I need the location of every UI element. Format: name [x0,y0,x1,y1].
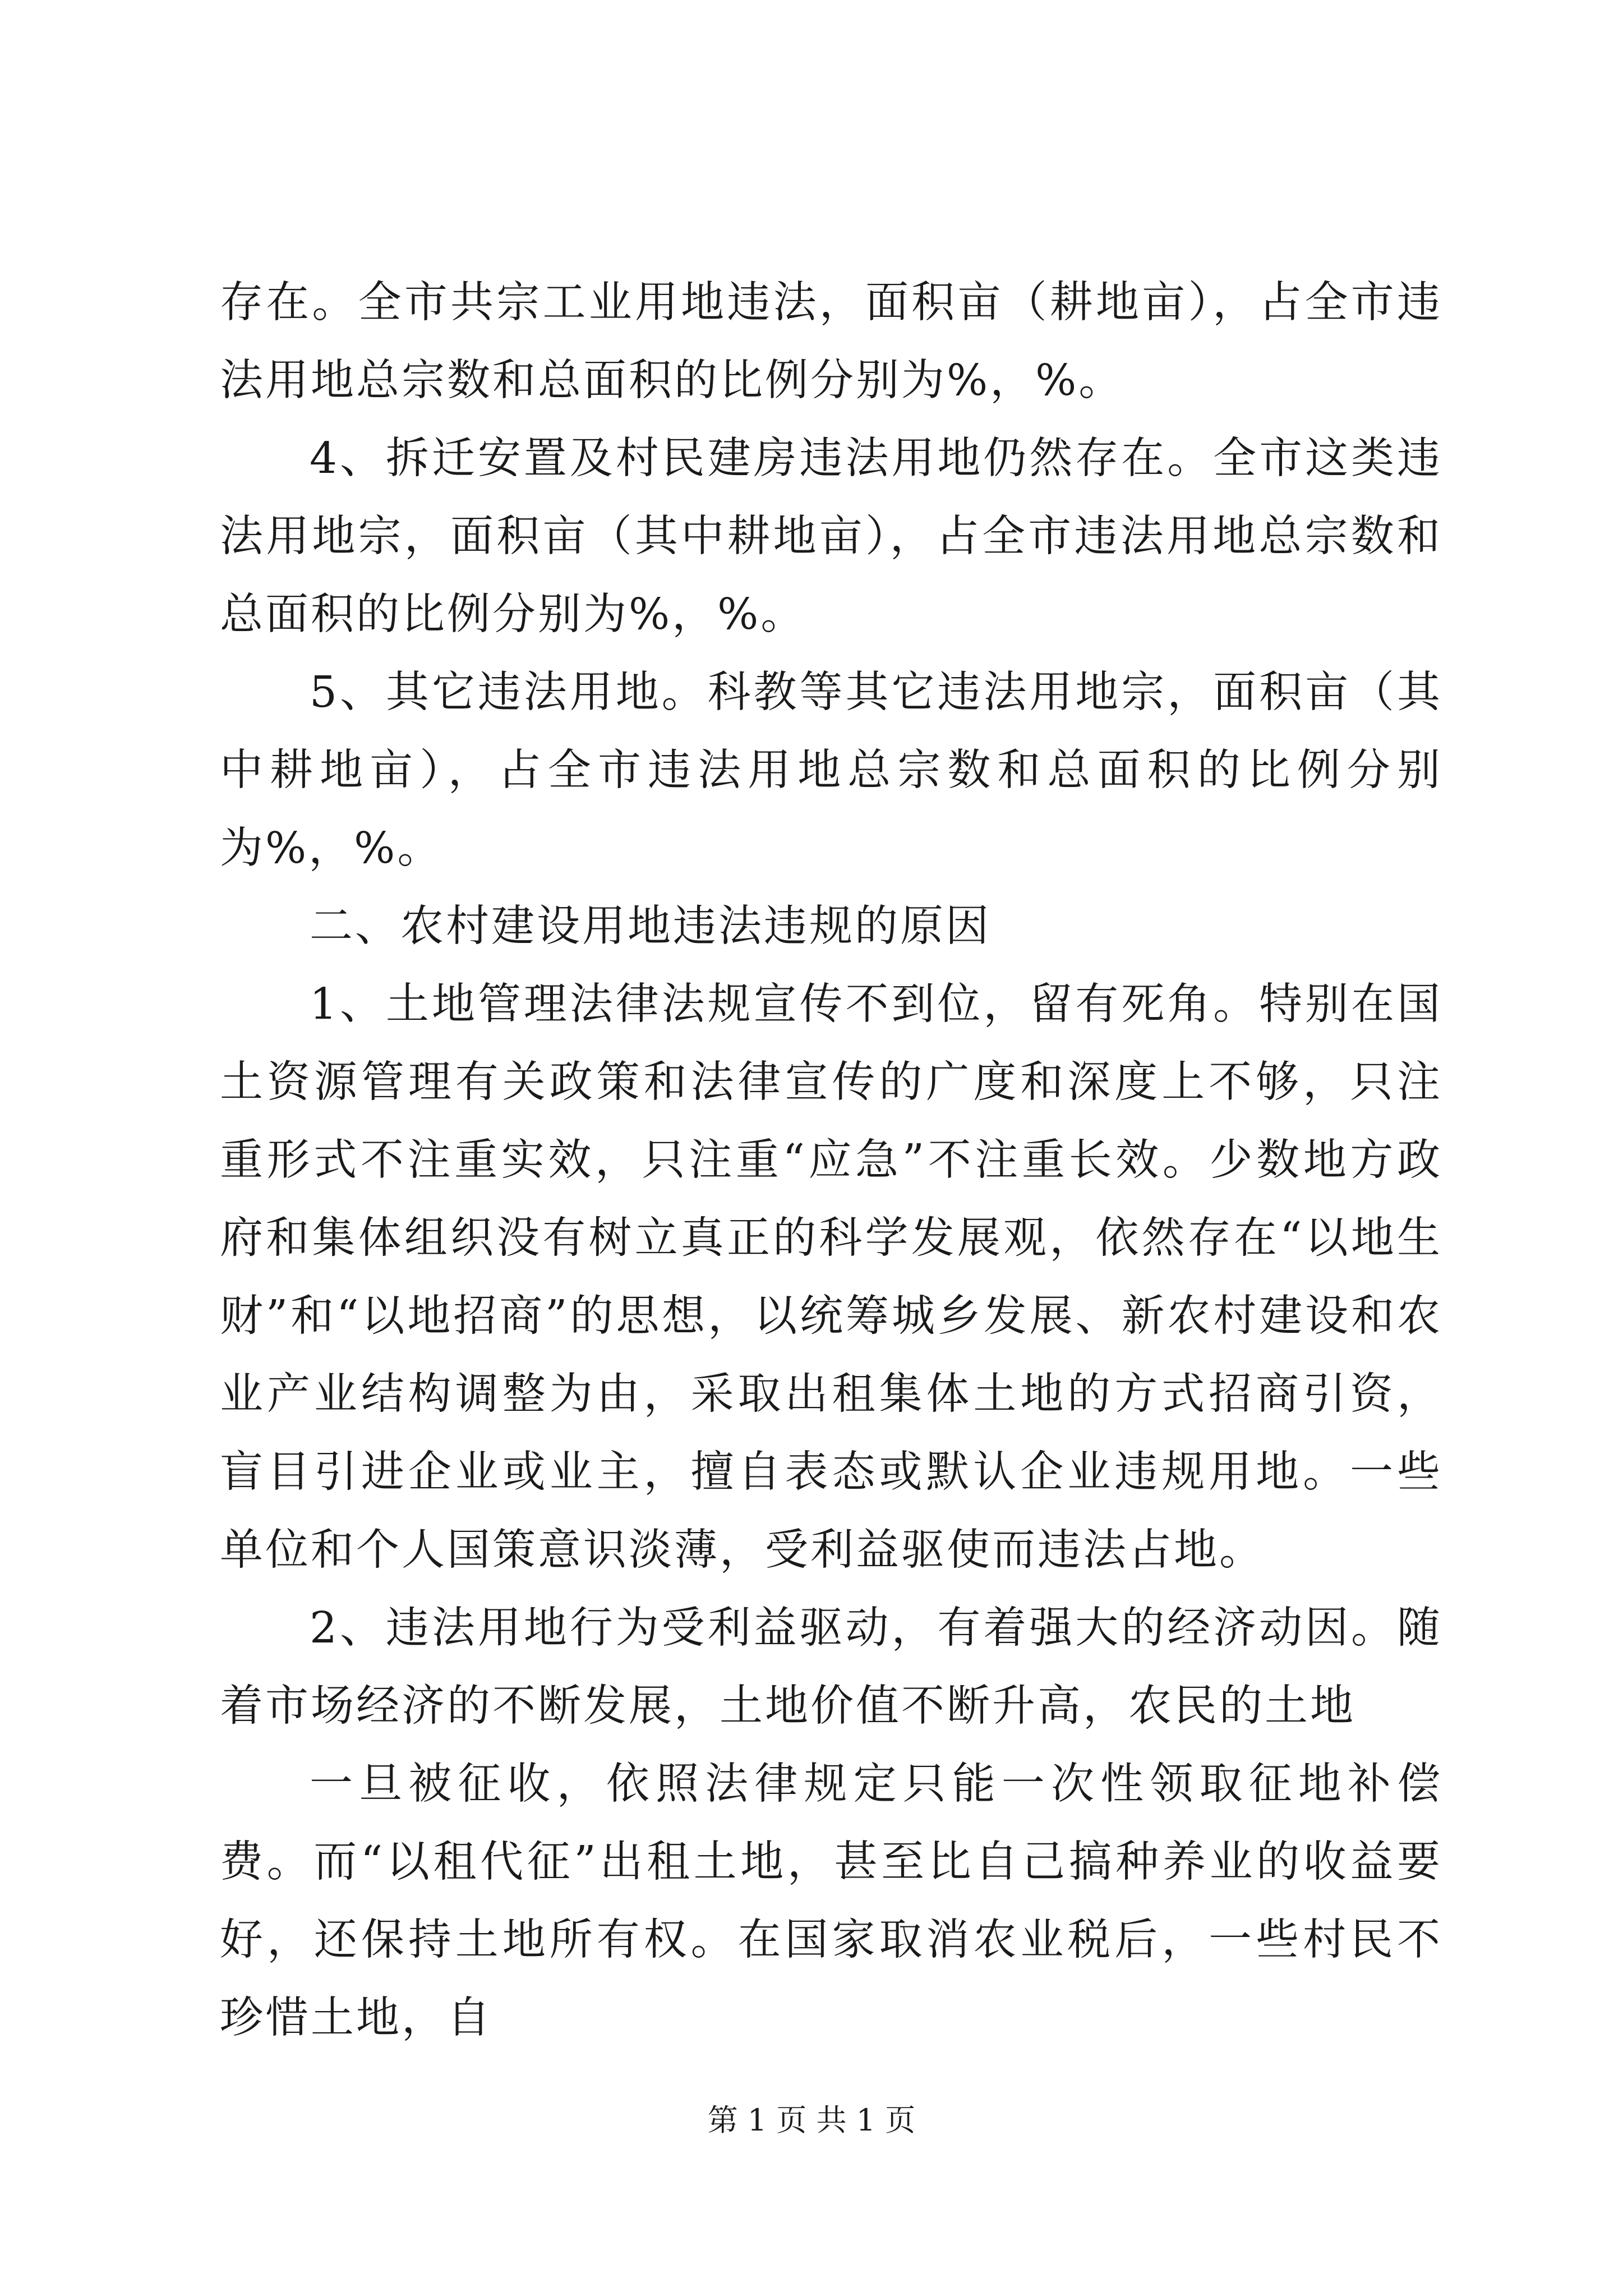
section-heading: 二、农村建设用地违法违规的原因 [310,901,991,951]
paragraph-1: 存在。全市共宗工业用地违法，面积亩（耕地亩），占全市违法用地总宗数和总面积的比例分别为%，%。 [220,278,1442,406]
page-number-footer: 第 1 页 共 1 页 [707,2102,916,2138]
paragraph-2: 4、拆迁安置及村民建房违法用地仍然存在。全市这类违法用地宗，面积亩（其中耕地亩），占全市违法用地总宗数和总面积的比例分别为%，%。 [220,434,1442,639]
document-body [220,264,1442,2057]
paragraph-5: 2、违法用地行为受利益驱动，有着强大的经济动因。随着市场经济的不断发展，土地价值不断升高，农民的土地 [220,1603,1442,1731]
paragraph-4: 1、土地管理法律法规宣传不到位，留有死角。特别在国土资源管理有关政策和法律宣传的广度和深度上不够，只注重形式不注重实效，只注重“应急”不注重长效。少数地方政府和集体组织没有树立真正的科学发展观，依然存在“以地生财”和“以地招商”的思想，以统筹城乡发展、新农村建设和农业产业结构调整为由，采取出租集体土地的方式招商引资，盲目引进企业或业主，擅自表态或默认企业违规用地。一些单位和个人国策意识淡薄，受利益驱使而违法占地。 [220,979,1442,1575]
paragraph-3: 5、其它违法用地。科教等其它违法用地宗，面积亩（其中耕地亩），占全市违法用地总宗数和总面积的比例分别为%，%。 [220,668,1442,873]
paragraph-6: 一旦被征收，依照法律规定只能一次性领取征地补偿费。而“以租代征”出租土地，甚至比自己搞种养业的收益要好，还保持土地所有权。在国家取消农业税后，一些村民不珍惜土地，自 [220,1759,1442,2043]
